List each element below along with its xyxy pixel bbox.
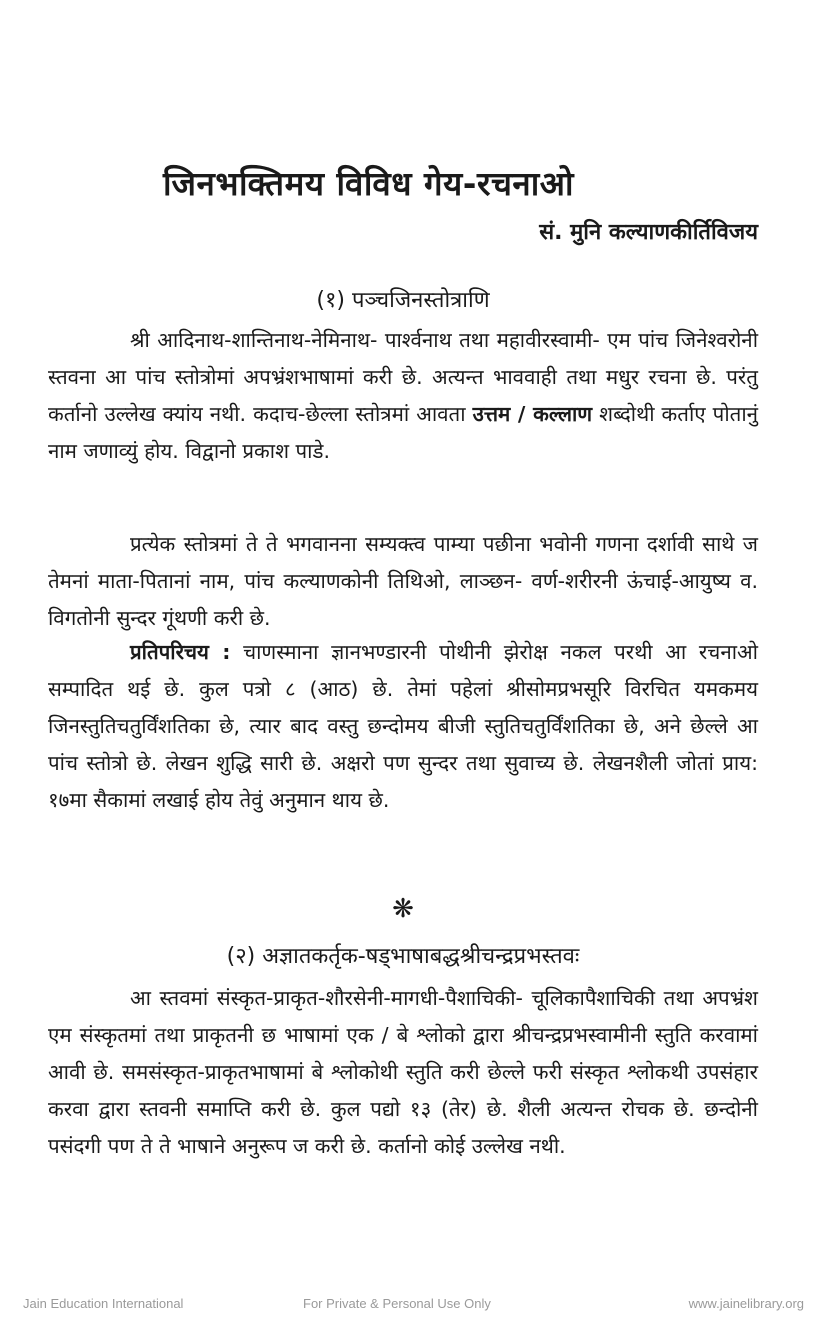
section-1-paragraph-2: प्रत्येक स्तोत्रमां ते ते भगवानना सम्यक्त्व पाम्या पछीना भवोनी गणना दर्शावी साथे ज तेमनां माता-पितानां नाम, पांच कल्याणकोनी तिथिओ, लाञ्छन- वर्ण-शरीरनी ऊंचाई-आयुष्य व. विगतोनी सुन्दर गूंथणी करी छे. [48,532,758,630]
bold-phrase: उत्तम / कल्लाण [472,402,593,426]
section-2-paragraph-1: आ स्तवमां संस्कृत-प्राकृत-शौरसेनी-मागधी-पैशाचिकी- चूलिकापैशाचिकी तथा अपभ्रंश एम संस्कृतमां तथा प्राकृतनी छ भाषामां एक / बे श्लोको द्वारा श्रीचन्द्रप्रभस्वामीनी स्तुति करवामां आवी छे. समसंस्कृत-प्राकृतभाषामां बे श्लोकोथी स्तुति करी छेल्ले फरी संस्कृत श्लोकथी उपसंहार करवा द्वारा स्तवनी समाप्ति करी छे. कुल पद्यो १३ (तेर) छे. शैली अत्यन्त रोचक छे. छन्दोनी पसंदगी पण ते ते भाषाने अनुरूप ज करी छे. कर्तानो कोई उल्लेख नथी. [48,986,758,1158]
footer-website-link[interactable]: www.jainelibrary.org [688,1296,804,1311]
page-title: जिनभक्तिमय विविध गेय-रचनाओ [163,164,575,203]
footer-usage-note: For Private & Personal Use Only [303,1296,491,1311]
section-2-heading: (२) अज्ञातकर्तृक-षड्भाषाबद्धश्रीचन्द्रप्रभस्तवः [226,944,580,969]
section-1-paragraph-3: प्रतिपरिचय : चाणस्माना ज्ञानभण्डारनी पोथीनी झेरोक्ष नकल परथी आ रचनाओ सम्पादित थई छे. कुल पत्रो ८ (आठ) छे. तेमां पहेलां श्रीसोमप्रभसूरि विरचित यमकमय जिनस्तुतिचतुर्विंशतिका छे, त्यार बाद वस्तु छन्दोमय बीजी स्तुतिचतुर्विंशतिका छे, अने छेल्ले आ पांच स्तोत्रो छे. लेखन शुद्धि सारी छे. अक्षरो पण सुन्दर तथा सुवाच्य छे. लेखनशैली जोतां प्राय: १७मा सैकामां लखाई होय तेवुं अनुमान थाय छे. [48,640,758,812]
editor-credit: सं. मुनि कल्याणकीर्तिविजय [539,220,758,245]
flower-separator-icon: ❋ [392,894,414,924]
paragraph-label: प्रतिपरिचय : [130,640,231,664]
section-1-paragraph-1: श्री आदिनाथ-शान्तिनाथ-नेमिनाथ- पार्श्वनाथ तथा महावीरस्वामी- एम पांच जिनेश्वरोनी स्तवना आ पांच स्तोत्रोमां अपभ्रंशभाषामां करी छे. अत्यन्त भाववाही तथा मधुर रचना छे. परंतु कर्तानो उल्लेख क्यांय नथी. कदाच-छेल्ला स्तोत्रमां आवता उत्तम / कल्लाण शब्दोथी कर्ताए पोतानुं नाम जणाव्युं होय. विद्वानो प्रकाश पाडे. [48,328,759,463]
footer-publisher: Jain Education International [23,1296,184,1311]
section-1-heading: (१) पञ्चजिनस्तोत्राणि [316,288,490,313]
